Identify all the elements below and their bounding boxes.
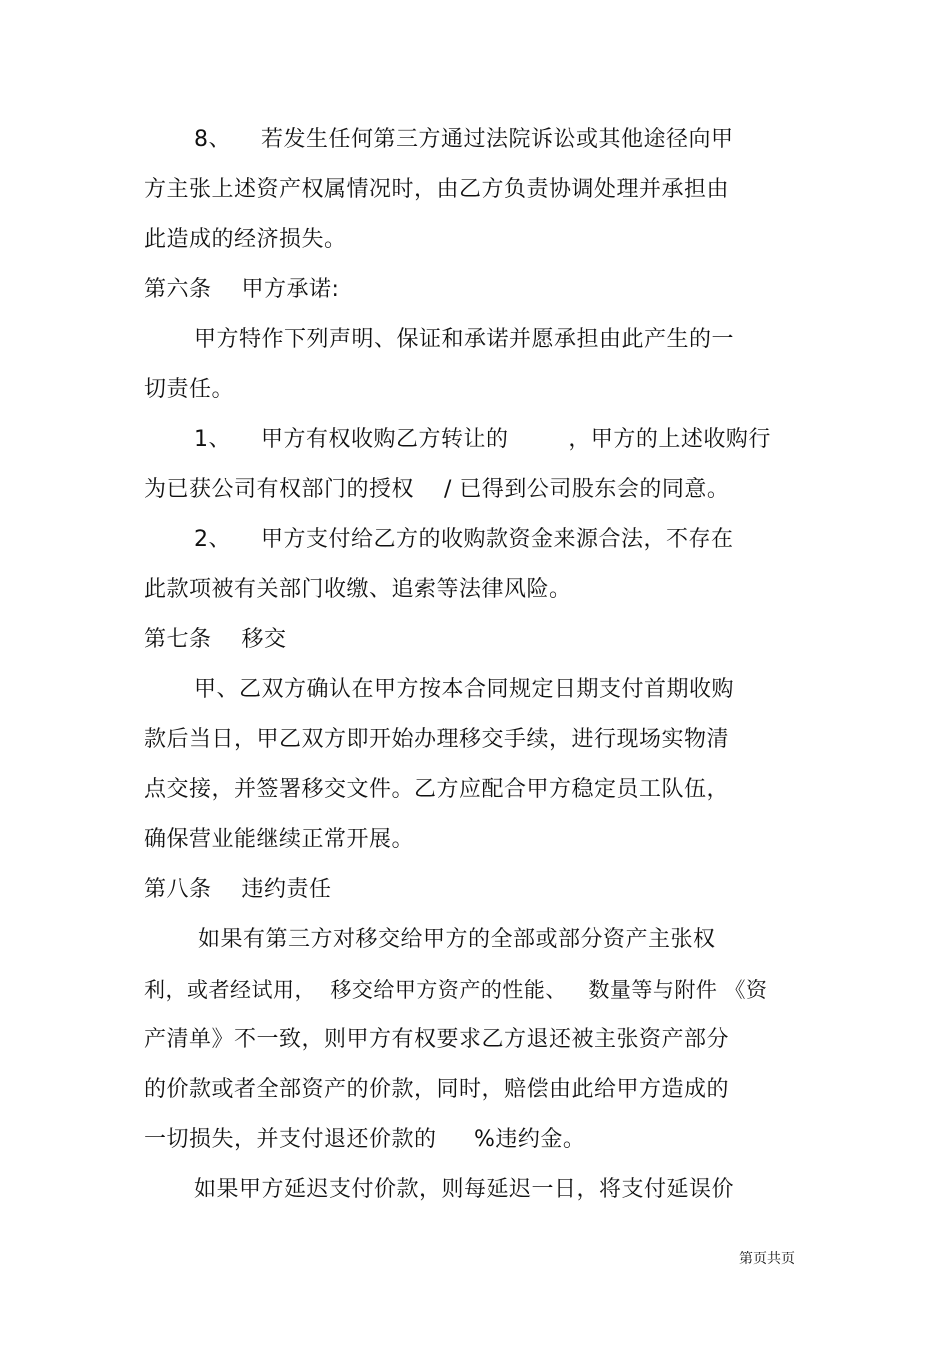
text-line: 为已获公司有权部门的授权 / 已得到公司股东会的同意。 (144, 477, 730, 502)
text-line: 如果有第三方对移交给甲方的全部或部分资产主张权 (198, 927, 716, 952)
section-heading-7: 第七条 移交 (144, 627, 287, 652)
section-heading-8: 第八条 违约责任 (144, 877, 332, 902)
text-line: 方主张上述资产权属情况时，由乙方负责协调处理并承担由 (144, 177, 730, 202)
text-line: 如果甲方延迟支付价款，则每延迟一日，将支付延误价 (194, 1177, 735, 1202)
text-line: 切责任。 (144, 377, 235, 402)
text-line: 2、 甲方支付给乙方的收购款资金来源合法，不存在 (194, 527, 734, 552)
text-line: 款后当日，甲乙双方即开始办理移交手续，进行现场实物清 (144, 727, 730, 752)
page-footer: 第页共页 (739, 1251, 795, 1267)
text-line: 8、 若发生任何第三方通过法院诉讼或其他途径向甲 (194, 127, 734, 152)
text-line: 此款项被有关部门收缴、追索等法律风险。 (144, 577, 572, 602)
text-line: 一切损失，并支付退还价款的 %违约金。 (144, 1127, 586, 1152)
text-line: 确保营业能继续正常开展。 (144, 827, 415, 852)
text-line: 1、 甲方有权收购乙方转让的 ，甲方的上述收购行 (194, 427, 771, 452)
section-heading-6: 第六条 甲方承诺: (144, 277, 340, 302)
text-line: 产清单》不一致，则甲方有权要求乙方退还被主张资产部分 (144, 1027, 730, 1052)
text-line: 甲、乙双方确认在甲方按本合同规定日期支付首期收购 (194, 677, 735, 702)
text-line: 此造成的经济损失。 (144, 227, 347, 252)
text-line: 甲方特作下列声明、保证和承诺并愿承担由此产生的一 (194, 327, 735, 352)
text-line: 利，或者经试用， 移交给甲方资产的性能、 数量等与附件 《资 (144, 978, 768, 1002)
text-line: 的价款或者全部资产的价款，同时，赔偿由此给甲方造成的 (144, 1077, 730, 1102)
text-line: 点交接，并签署移交文件。乙方应配合甲方稳定员工队伍， (144, 777, 730, 802)
